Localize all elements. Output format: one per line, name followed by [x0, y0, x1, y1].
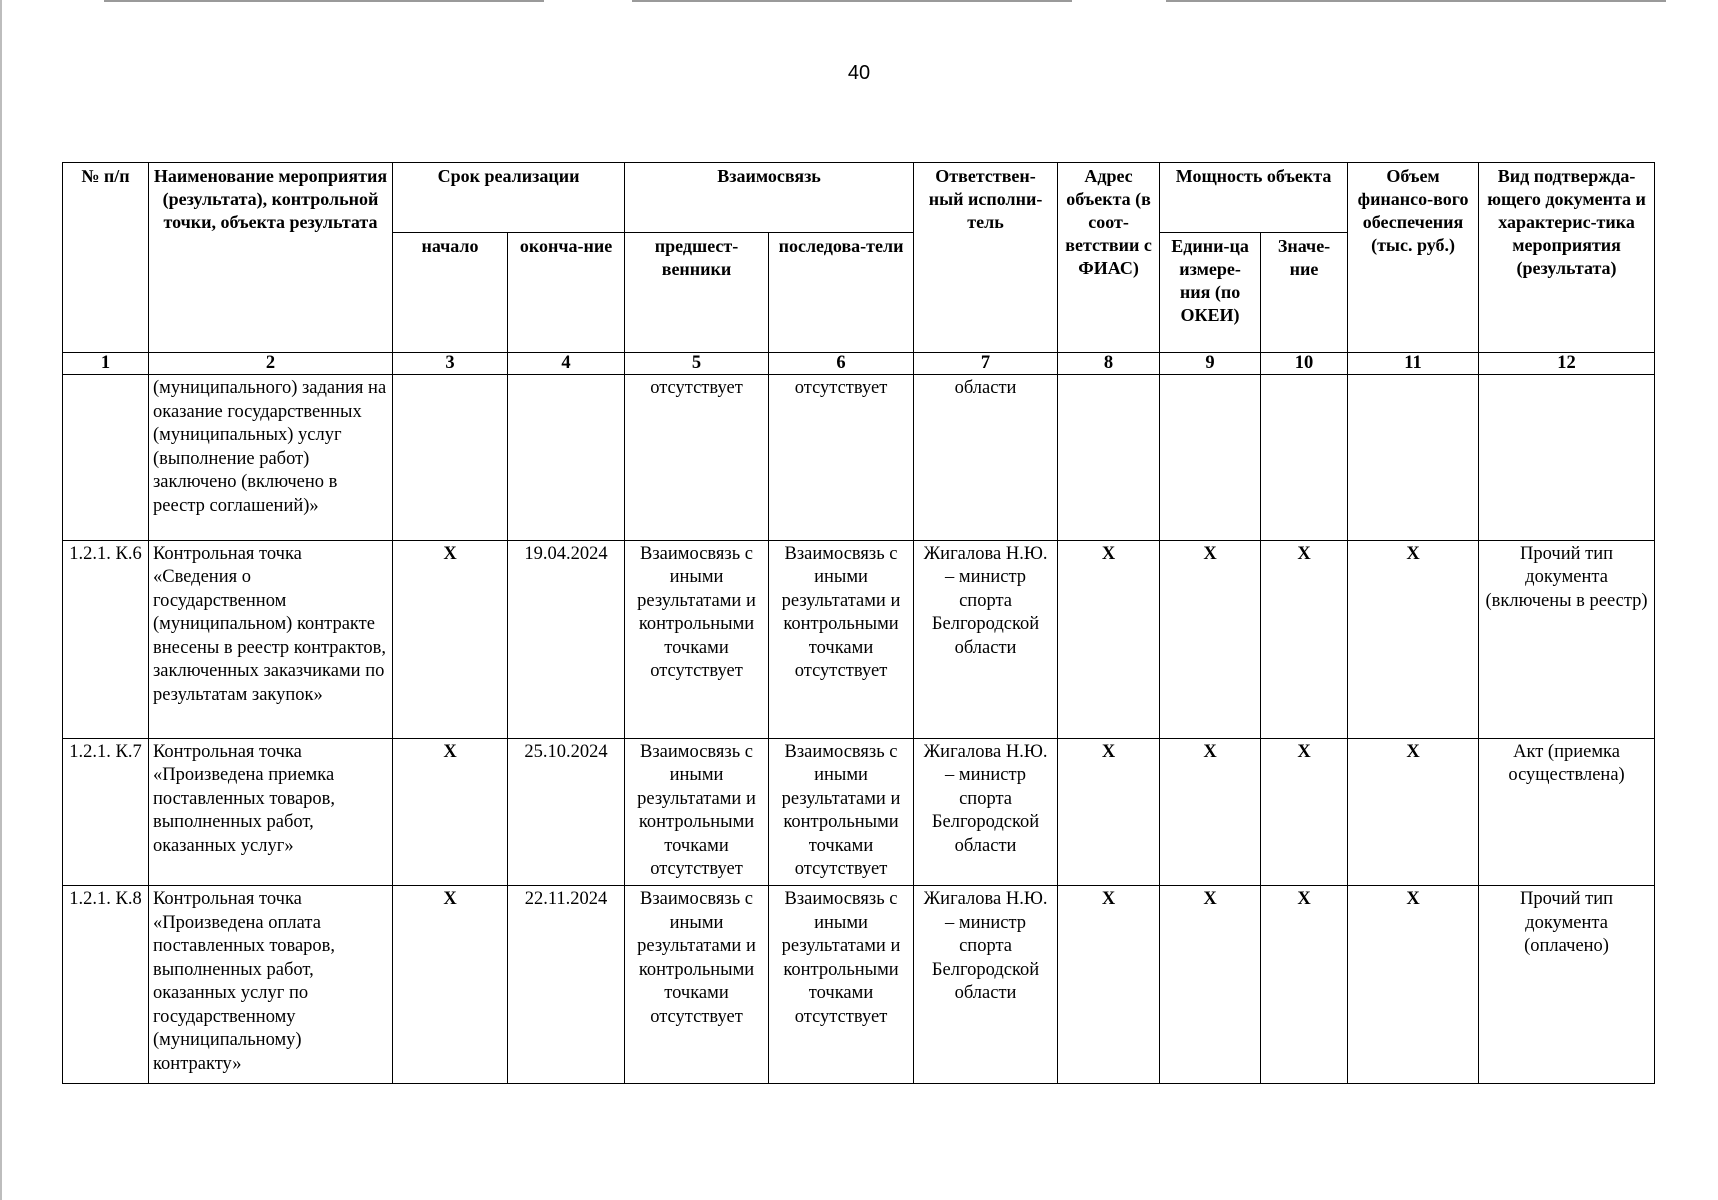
- page-number: 40: [847, 62, 871, 84]
- row-relation-next: Взаимосвязь с иными результатами и контрольными точками отсутствует: [769, 886, 914, 1084]
- row-address: X: [1058, 540, 1160, 738]
- row-relation-prev: отсутствует: [625, 375, 769, 541]
- row-address: [1058, 375, 1160, 541]
- table-row: [63, 375, 1655, 541]
- header-name: Наименование мероприятия (результата), контрольной точки, объекта результата: [149, 163, 393, 353]
- column-number: 12: [1479, 353, 1655, 375]
- header-capacity-unit: Едини-ца измере-ния (по ОКЕИ): [1160, 233, 1261, 353]
- scan-left-edge: [0, 0, 2, 1200]
- column-number: 3: [393, 353, 508, 375]
- row-relation-prev: Взаимосвязь с иными результатами и контрольными точками отсутствует: [625, 738, 769, 885]
- header-term-end: оконча-ние: [508, 233, 625, 353]
- row-doc: Прочий тип документа (включены в реестр): [1479, 540, 1655, 738]
- row-start: X: [393, 540, 508, 738]
- table-row: [63, 738, 1655, 885]
- column-number: 8: [1058, 353, 1160, 375]
- header-capacity: Мощность объекта: [1160, 163, 1348, 233]
- row-start: [393, 375, 508, 541]
- row-num: [63, 375, 149, 541]
- row-num: 1.2.1. К.8: [63, 886, 149, 1084]
- header-executor: Ответствен-ный исполни-тель: [914, 163, 1058, 353]
- row-start: X: [393, 738, 508, 885]
- row-doc: Прочий тип документа (оплачено): [1479, 886, 1655, 1084]
- column-number: 4: [508, 353, 625, 375]
- scan-edge-line-left: [104, 0, 544, 2]
- row-value: X: [1261, 540, 1348, 738]
- header-capacity-value: Значе-ние: [1261, 233, 1348, 353]
- row-num: 1.2.1. К.7: [63, 738, 149, 885]
- column-number: 10: [1261, 353, 1348, 375]
- row-unit: [1160, 375, 1261, 541]
- row-name: (муниципального) задания на оказание государственных (муниципальных) услуг (выполнение работ) заключено (включено в реестр соглашений)»: [149, 375, 393, 541]
- row-num: 1.2.1. К.6: [63, 540, 149, 738]
- header-term-start: начало: [393, 233, 508, 353]
- column-number: 11: [1348, 353, 1479, 375]
- header-funding: Объем финансо-вого обеспечения (тыс. руб.): [1348, 163, 1479, 353]
- row-value: [1261, 375, 1348, 541]
- row-executor: Жигалова Н.Ю. – министр спорта Белгородской области: [914, 540, 1058, 738]
- column-number: 5: [625, 353, 769, 375]
- row-address: X: [1058, 738, 1160, 885]
- header-relation-prev: предшест-венники: [625, 233, 769, 353]
- table-row: [63, 886, 1655, 1084]
- table-body: [63, 375, 1655, 1084]
- table-row: [63, 540, 1655, 738]
- row-address: X: [1058, 886, 1160, 1084]
- header-num: № п/п: [63, 163, 149, 353]
- row-end: 19.04.2024: [508, 540, 625, 738]
- scan-edge-line-right: [1166, 0, 1666, 2]
- row-name: Контрольная точка «Произведена приемка поставленных товаров, выполненных работ, оказанных услуг»: [149, 738, 393, 885]
- column-number: 9: [1160, 353, 1261, 375]
- header-doc-type: Вид подтвержда-ющего документа и характерис-тика мероприятия (результата): [1479, 163, 1655, 353]
- header-term: Срок реализации: [393, 163, 625, 233]
- table-header: [63, 163, 1655, 375]
- row-funding: X: [1348, 738, 1479, 885]
- header-relation-next: последова-тели: [769, 233, 914, 353]
- column-number: 1: [63, 353, 149, 375]
- header-address: Адрес объекта (в соот-ветствии с ФИАС): [1058, 163, 1160, 353]
- column-number: 6: [769, 353, 914, 375]
- row-executor: Жигалова Н.Ю. – министр спорта Белгородской области: [914, 886, 1058, 1084]
- row-value: X: [1261, 738, 1348, 885]
- column-number: 2: [149, 353, 393, 375]
- row-name: Контрольная точка «Сведения о государственном (муниципальном) контракте внесены в реестр контрактов, заключенных заказчиками по результатам закупок»: [149, 540, 393, 738]
- row-executor: Жигалова Н.Ю. – министр спорта Белгородской области: [914, 738, 1058, 885]
- row-relation-prev: Взаимосвязь с иными результатами и контрольными точками отсутствует: [625, 886, 769, 1084]
- row-name: Контрольная точка «Произведена оплата поставленных товаров, выполненных работ, оказанных услуг по государственному (муниципальному) контракту»: [149, 886, 393, 1084]
- row-value: X: [1261, 886, 1348, 1084]
- events-table: [62, 162, 1655, 1084]
- row-doc: Акт (приемка осуществлена): [1479, 738, 1655, 885]
- row-unit: X: [1160, 540, 1261, 738]
- row-funding: [1348, 375, 1479, 541]
- row-end: 22.11.2024: [508, 886, 625, 1084]
- row-relation-next: Взаимосвязь с иными результатами и контрольными точками отсутствует: [769, 540, 914, 738]
- row-unit: X: [1160, 738, 1261, 885]
- column-numbers-row: [63, 353, 1655, 375]
- header-relation: Взаимосвязь: [625, 163, 914, 233]
- row-end: 25.10.2024: [508, 738, 625, 885]
- column-number: 7: [914, 353, 1058, 375]
- row-relation-next: отсутствует: [769, 375, 914, 541]
- row-relation-next: Взаимосвязь с иными результатами и контрольными точками отсутствует: [769, 738, 914, 885]
- row-start: X: [393, 886, 508, 1084]
- row-funding: X: [1348, 540, 1479, 738]
- row-relation-prev: Взаимосвязь с иными результатами и контрольными точками отсутствует: [625, 540, 769, 738]
- row-doc: [1479, 375, 1655, 541]
- row-funding: X: [1348, 886, 1479, 1084]
- row-end: [508, 375, 625, 541]
- row-unit: X: [1160, 886, 1261, 1084]
- scan-edge-line-center: [632, 0, 1072, 2]
- row-executor: области: [914, 375, 1058, 541]
